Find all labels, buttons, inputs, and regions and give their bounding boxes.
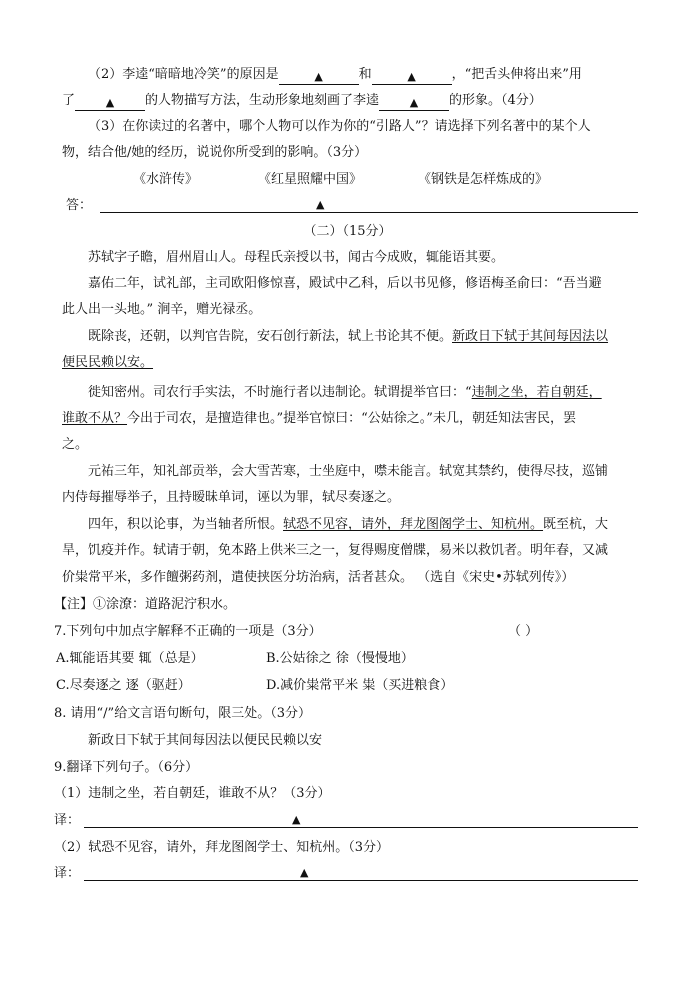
q7-option-b[interactable]: B.公姑徐之 徐（慢慢地） bbox=[266, 651, 414, 666]
answer-blank-2[interactable] bbox=[372, 70, 452, 85]
book-option-2: 《红星照耀中国》 bbox=[258, 172, 363, 187]
passage-p6-l3: 价粜常平米，多作饘粥药剂，遣使挟医分坊治病，活者甚众。 （选自《宋史•苏轼列传》） bbox=[62, 570, 575, 585]
blank-marker-icon: ▲ bbox=[316, 198, 325, 211]
translation-label-2: 译： bbox=[54, 866, 81, 881]
underlined-sentence: 便民民赖以安。 bbox=[62, 355, 154, 370]
q7-option-a[interactable]: A.辄能语其要 辄（总是） bbox=[56, 651, 204, 666]
q3-line2: 物，结合他/她的经历，说说你所受到的影响。（3分） bbox=[62, 145, 368, 160]
q2-text-c: 了 bbox=[62, 93, 76, 108]
passage-p4-l1 bbox=[88, 385, 602, 401]
book-option-3: 《钢铁是怎样炼成的》 bbox=[418, 172, 549, 187]
passage-text: 徙知密州。司农行手实法，不时施行者以违制论。轼谓提举官曰：“ bbox=[88, 385, 472, 400]
book-option-1: 《水浒传》 bbox=[133, 172, 199, 187]
q9-sentence-2: （2）轼恐不见容，请外，拜龙图阁学士、知杭州。（3分） bbox=[54, 840, 390, 855]
q2-line1 bbox=[88, 67, 582, 85]
section-title: （二）（15分） bbox=[303, 224, 392, 239]
passage-p6-l2: 旱，饥疫并作。轼请于朝，免本路上供米三之一，复得赐度僧牒，易米以救饥者。明年春，又减 bbox=[62, 543, 609, 558]
passage-text: 既至杭，大 bbox=[543, 517, 609, 532]
answer-blank-1[interactable] bbox=[279, 70, 359, 85]
passage-p1: 苏轼字子瞻，眉州眉山人。母程氏亲授以书，闻古今成败，辄能语其要。 bbox=[88, 250, 505, 265]
q8-stem: 8. 请用“/”给文言语句断句，限三处。（3分） bbox=[54, 706, 311, 721]
blank-marker-icon: ▲ bbox=[292, 813, 301, 826]
q3-line1: （3）在你读过的名著中，哪个人物可以作为你的“引路人”？请选择下列名著中的某个人 bbox=[88, 119, 591, 134]
passage-p4-l3: 之。 bbox=[62, 437, 89, 452]
passage-text: 四年，积以论事，为当轴者所恨。 bbox=[88, 517, 284, 532]
blank-marker-icon: ▲ bbox=[314, 70, 323, 83]
q7-option-d[interactable]: D.减价粜常平米 粜（买进粮食） bbox=[266, 678, 454, 693]
translation-line-1[interactable] bbox=[84, 827, 638, 828]
q9-stem: 9.翻译下列句子。（6分） bbox=[54, 760, 199, 775]
passage-p5-l1: 元祐三年，知礼部贡举，会大雪苦寒，士坐庭中，噤未能言。轼宽其禁约，使得尽技，巡铺 bbox=[88, 464, 609, 479]
q7-answer-paren[interactable]: （ ） bbox=[508, 624, 539, 639]
passage-p6-l1 bbox=[88, 517, 608, 533]
passage-p3-l1 bbox=[88, 329, 608, 345]
passage-p2-l1: 嘉佑二年，试礼部，主司欧阳修惊喜，殿试中乙科，后以书见修，修语梅圣俞曰：“吾当避 bbox=[88, 276, 602, 291]
underlined-sentence: 谁敢不从？ bbox=[62, 411, 128, 426]
q2-text-e: 的形象。（4分） bbox=[449, 93, 542, 108]
passage-text: 今出于司农，是擅造律也。”提举官惊曰：“公姑徐之。”未几，朝廷知法害民，罢 bbox=[127, 411, 576, 426]
passage-text: 既除丧，还朝，以判官告院，安石创行新法，轼上书论其不便。 bbox=[88, 329, 453, 344]
passage-note: 【注】①涂潦：道路泥泞积水。 bbox=[54, 597, 237, 612]
answer-label: 答： bbox=[66, 198, 93, 213]
q2-text-d: 的人物描写方法，生动形象地刻画了李逵 bbox=[145, 93, 380, 108]
passage-p5-l2: 内侍每摧辱举子，且持暧昧单词，诬以为罪，轼尽奏逐之。 bbox=[62, 490, 401, 505]
q7-stem: 7.下列句中加点字解释不正确的一项是（3分） bbox=[54, 624, 322, 639]
q8-text: 新政日下轼于其间每因法以便民民赖以安 bbox=[88, 733, 323, 748]
q9-sentence-1: （1）违制之坐，若自朝廷，谁敢不从？（3分） bbox=[54, 786, 331, 801]
q2-line2 bbox=[62, 93, 542, 111]
underlined-sentence: 新政日下轼于其间每因法以 bbox=[452, 329, 609, 344]
answer-blank-3[interactable] bbox=[75, 96, 145, 111]
passage-p3-l2 bbox=[62, 355, 153, 371]
q2-text-a: （2）李逵“暗暗地冷笑”的原因是 bbox=[88, 67, 279, 82]
answer-line[interactable] bbox=[100, 212, 638, 213]
underlined-sentence: 违制之坐，若自朝廷， bbox=[471, 385, 602, 400]
translation-line-2[interactable] bbox=[84, 880, 638, 881]
translation-label-1: 译： bbox=[54, 813, 81, 828]
q2-text-and: 和 bbox=[358, 67, 372, 82]
blank-marker-icon: ▲ bbox=[409, 96, 419, 109]
blank-marker-icon: ▲ bbox=[300, 866, 309, 879]
blank-marker-icon: ▲ bbox=[407, 70, 416, 83]
blank-marker-icon: ▲ bbox=[105, 96, 115, 109]
q2-text-b: ，“把舌头伸将出来”用 bbox=[451, 67, 582, 82]
underlined-sentence: 轼恐不见容，请外，拜龙图阁学士、知杭州。 bbox=[283, 517, 544, 532]
passage-p4-l2 bbox=[62, 411, 576, 427]
q7-option-c[interactable]: C.尽奏逐之 逐（驱赶） bbox=[56, 678, 191, 693]
answer-blank-4[interactable] bbox=[379, 96, 449, 111]
passage-p2-l2: 此人出一头地。” 涧辛，赠光禄丞。 bbox=[62, 302, 262, 317]
